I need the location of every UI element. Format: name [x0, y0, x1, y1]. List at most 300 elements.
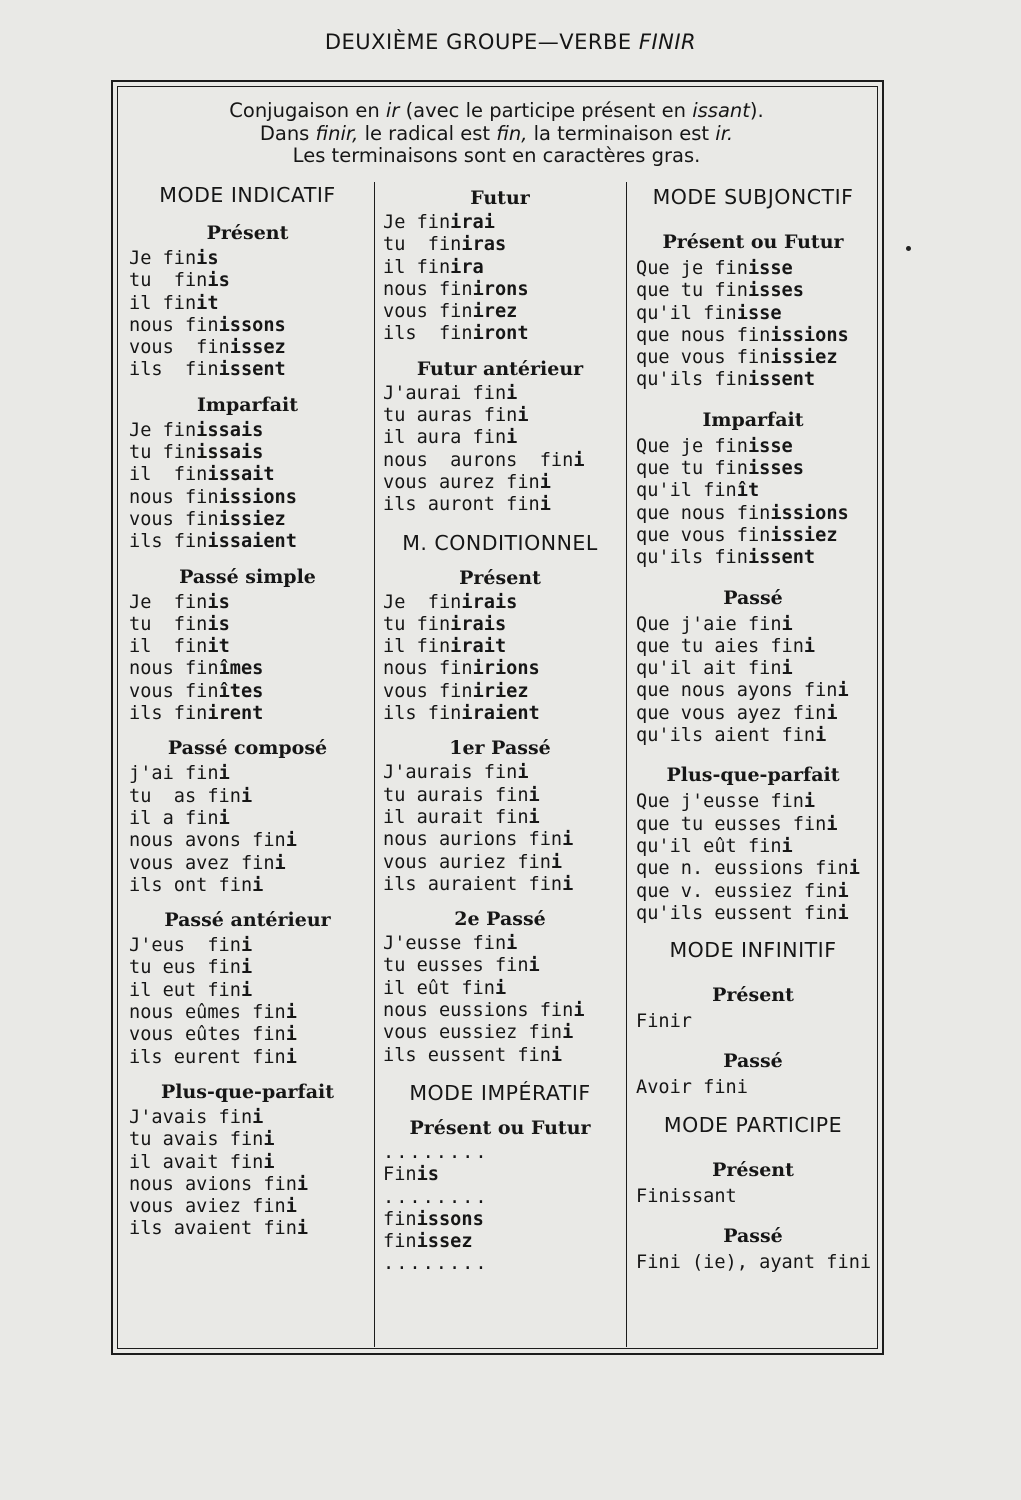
- conjugation-ending: irai: [450, 212, 495, 233]
- column-subjonctif-infinitif-participe: [632, 180, 874, 1282]
- header-title: DEUXIÈME GROUPE—VERBE: [324, 30, 632, 54]
- conjugation-line: [129, 359, 370, 381]
- conjugation-stem: que n. eussions fin: [636, 858, 849, 880]
- conjugation-line: [636, 325, 874, 347]
- conjugation-ending: i: [848, 858, 860, 880]
- conjugation-line: [383, 852, 621, 874]
- conjugation-line: [383, 1045, 621, 1067]
- conjugation-stem: ils fin: [129, 359, 219, 381]
- conjugation-line: [636, 636, 874, 658]
- conjugation-stem: il aurait fin: [383, 806, 529, 828]
- conjugation-line: [636, 280, 874, 302]
- conjugation-ending: irons: [472, 278, 529, 300]
- conjugation-stem: ils eussent fin: [383, 1044, 551, 1066]
- conjugation-stem: nous avons fin: [129, 830, 286, 852]
- conjugation-ending: issiez: [770, 347, 838, 369]
- conjugation-ending: issions: [218, 486, 297, 508]
- conjugation-line: [129, 293, 370, 315]
- conjugation-stem: qu'il eût fin: [636, 835, 782, 857]
- conjugation-line: [129, 786, 370, 808]
- conjugation-lines: [632, 1186, 874, 1208]
- conjugation-line: [636, 814, 874, 836]
- conjugation-ending: i: [296, 1173, 309, 1195]
- conjugation-ending: i: [562, 1022, 574, 1044]
- conjugation-ending: i: [528, 784, 540, 806]
- conjugation-ending: i: [240, 979, 253, 1001]
- conjugation-stem: vous fin: [383, 680, 473, 702]
- conjugation-ending: irait: [450, 636, 507, 658]
- tense-title: Passé: [723, 1225, 783, 1248]
- conjugation-stem: qu'ils aient fin: [636, 725, 816, 747]
- conjugation-stem: Je fin: [129, 419, 197, 441]
- conjugation-line: [383, 785, 621, 807]
- conjugation-line: [129, 703, 370, 725]
- conjugation-line: [636, 614, 874, 636]
- conjugation-line: [383, 636, 621, 658]
- conjugation-ending: i: [285, 1196, 297, 1218]
- conjugation-ending: i: [573, 1000, 585, 1022]
- conjugation-line: [129, 337, 370, 359]
- conjugation-line: [129, 681, 370, 703]
- conjugation-ending: i: [240, 785, 253, 807]
- conjugation-line: [129, 1002, 370, 1024]
- conjugation-stem: tu as fin: [129, 785, 241, 807]
- conjugation-stem: vous avez fin: [129, 852, 275, 874]
- conjugation-stem: nous aurons fin: [383, 449, 574, 471]
- conjugation-ending: i: [252, 874, 264, 896]
- conjugation-lines: [125, 248, 370, 382]
- conjugation-line: [636, 303, 874, 325]
- conjugation-lines: [632, 258, 874, 392]
- conjugation-line: [636, 858, 874, 880]
- conjugation-stem: ils avaient fin: [129, 1218, 297, 1240]
- tense-block-1er-pass: [379, 734, 621, 896]
- conjugation-stem: ........: [383, 1141, 489, 1163]
- conjugation-ending: i: [296, 1218, 309, 1240]
- conjugation-line: [129, 1129, 370, 1151]
- tense-block-pass-simple: [125, 562, 370, 726]
- conjugation-stem: ils fin: [383, 323, 473, 345]
- conjugation-ending: isses: [747, 458, 804, 480]
- conjugation-line: [383, 405, 621, 427]
- tense-block-imparfait: [125, 390, 370, 554]
- conjugation-ending: i: [218, 807, 230, 829]
- column-futur-conditionnel-imperatif: [379, 180, 621, 1285]
- conjugation-line: [129, 935, 370, 957]
- conjugation-line: [129, 509, 370, 531]
- conjugation-stem: tu fin: [383, 613, 451, 635]
- conjugation-ending: is: [207, 613, 230, 635]
- tense-block-2e-pass: [379, 905, 621, 1067]
- conjugation-stem: que vous fin: [636, 524, 771, 546]
- conjugation-ending: it: [207, 636, 230, 658]
- conjugation-line: [383, 1209, 621, 1231]
- conjugation-ending: i: [528, 806, 540, 828]
- conjugation-stem: nous eûmes fin: [129, 1002, 286, 1024]
- conjugation-line: [383, 279, 621, 301]
- conjugation-stem: il eût fin: [383, 977, 495, 999]
- conjugation-ending: issiez: [218, 508, 286, 530]
- tense-block-futur: [379, 184, 621, 346]
- conjugation-stem: qu'il ait fin: [636, 658, 782, 680]
- conjugation-stem: Finissant: [636, 1185, 737, 1207]
- conjugation-ending: i: [506, 933, 518, 955]
- tense-block-pass: [632, 582, 874, 748]
- conjugation-stem: Je fin: [129, 248, 197, 269]
- conjugation-lines: [632, 1077, 874, 1099]
- conjugation-stem: vous aurez fin: [383, 471, 540, 493]
- conjugation-line: [129, 1047, 370, 1069]
- conjugation-stem: ........: [383, 1253, 489, 1275]
- conjugation-stem: tu fin: [129, 442, 197, 464]
- conjugation-ending: issait: [207, 464, 275, 486]
- conjugation-stem: que tu eusses fin: [636, 813, 827, 835]
- mode-block: [632, 933, 874, 967]
- tense-title: Plus-que-parfait: [666, 764, 840, 787]
- conjugation-stem: il eut fin: [129, 979, 241, 1001]
- conjugation-line: [129, 1218, 370, 1240]
- conjugation-ending: i: [274, 852, 286, 874]
- conjugation-line: [383, 212, 621, 234]
- conjugation-line: [636, 258, 874, 280]
- conjugation-stem: J'avais fin: [129, 1106, 253, 1128]
- conjugation-ending: issons: [416, 1208, 484, 1230]
- conjugation-line: [129, 1107, 370, 1129]
- conjugation-stem: qu'ils fin: [636, 369, 748, 391]
- conjugation-ending: i: [803, 635, 816, 657]
- conjugation-ending: isse: [747, 435, 793, 457]
- conjugation-stem: ils fin: [129, 531, 208, 553]
- conjugation-line: [383, 1231, 621, 1253]
- conjugation-ending: i: [252, 1106, 264, 1128]
- conjugation-stem: il fin: [129, 292, 197, 314]
- conjugation-stem: nous fin: [383, 278, 473, 300]
- conjugation-line: [383, 592, 621, 614]
- conjugation-ending: i: [826, 813, 838, 835]
- conjugation-ending: i: [573, 449, 585, 471]
- conjugation-line: [129, 614, 370, 636]
- conjugation-stem: vous fin: [129, 337, 230, 359]
- conjugation-lines: [632, 436, 874, 570]
- conjugation-ending: isse: [736, 302, 782, 324]
- conjugation-ending: ira: [450, 256, 484, 278]
- conjugation-stem: Fini (ie), ayant fini: [636, 1252, 872, 1274]
- conjugation-stem: il fin: [383, 256, 451, 278]
- conjugation-ending: is: [207, 591, 230, 613]
- conjugation-ending: i: [285, 1046, 297, 1068]
- conjugation-line: [383, 234, 621, 256]
- conjugation-line: [129, 957, 370, 979]
- tense-block-pass: [632, 1220, 874, 1274]
- conjugation-lines: [125, 935, 370, 1069]
- conjugation-stem: que vous ayez fin: [636, 702, 827, 724]
- conjugation-line: [383, 978, 621, 1000]
- conjugation-lines: [379, 1142, 621, 1276]
- conjugation-line: [636, 725, 874, 747]
- conjugation-ending: is: [416, 1164, 439, 1186]
- conjugation-stem: Que j'aie fin: [636, 613, 782, 635]
- conjugation-lines: [125, 763, 370, 897]
- conjugation-stem: que nous fin: [636, 324, 771, 346]
- conjugation-line: [636, 525, 874, 547]
- tense-title: Présent: [712, 1158, 794, 1181]
- conjugation-stem: ils ont fin: [129, 874, 253, 896]
- conjugation-ending: i: [781, 835, 793, 857]
- conjugation-lines: [125, 1107, 370, 1241]
- conjugation-stem: ils auraient fin: [383, 873, 563, 895]
- conjugation-line: [383, 301, 621, 323]
- conjugation-line: [129, 875, 370, 897]
- tense-title: Futur antérieur: [416, 357, 584, 380]
- conjugation-ending: issent: [218, 359, 286, 381]
- conjugation-line: [129, 248, 370, 270]
- mode-block: [632, 180, 874, 214]
- conjugation-ending: i: [837, 680, 849, 702]
- conjugation-lines: [379, 592, 621, 726]
- conjugation-ending: i: [494, 977, 507, 999]
- conjugation-ending: i: [550, 851, 563, 873]
- conjugation-ending: it: [196, 292, 219, 314]
- tense-title: 2e Passé: [454, 908, 546, 931]
- conjugation-ending: i: [803, 791, 816, 813]
- conjugation-ending: issions: [770, 324, 849, 346]
- conjugation-ending: i: [218, 763, 230, 785]
- conjugation-line: [383, 472, 621, 494]
- conjugation-line: [636, 703, 874, 725]
- conjugation-stem: nous avions fin: [129, 1173, 297, 1195]
- conjugation-ending: îmes: [218, 658, 264, 680]
- conjugation-ending: iriez: [472, 680, 529, 702]
- conjugation-line: [636, 503, 874, 525]
- conjugation-stem: J'aurais fin: [383, 762, 518, 784]
- conjugation-stem: il a fin: [129, 807, 219, 829]
- conjugation-ending: i: [517, 405, 529, 427]
- conjugation-line: [636, 347, 874, 369]
- conjugation-stem: tu fin: [129, 613, 208, 635]
- tense-block-pr-sent: [632, 1154, 874, 1208]
- conjugation-stem: tu eusses fin: [383, 955, 529, 977]
- conjugation-stem: que nous fin: [636, 502, 771, 524]
- conjugation-ending: i: [539, 494, 551, 516]
- tense-block-futur-ant-rieur: [379, 355, 621, 517]
- conjugation-lines: [379, 383, 621, 517]
- conjugation-stem: tu auras fin: [383, 405, 518, 427]
- intro-text: [117, 100, 876, 168]
- tense-title: Présent: [459, 566, 541, 589]
- conjugation-stem: ils eurent fin: [129, 1046, 286, 1068]
- conjugation-stem: Que je fin: [636, 435, 748, 457]
- conjugation-line: [129, 442, 370, 464]
- tense-block-pass-compos: [125, 733, 370, 897]
- conjugation-ending: i: [815, 725, 827, 747]
- conjugation-line: [383, 1164, 621, 1186]
- page-header: [0, 30, 1021, 54]
- conjugation-ending: irais: [461, 591, 518, 613]
- conjugation-ending: ît: [736, 480, 760, 502]
- conjugation-line: [636, 547, 874, 569]
- conjugation-ending: i: [528, 955, 540, 977]
- conjugation-lines: [632, 614, 874, 748]
- conjugation-stem: ils fin: [129, 703, 208, 725]
- conjugation-ending: iront: [472, 323, 529, 345]
- conjugation-stem: J'eusse fin: [383, 933, 507, 955]
- conjugation-stem: que v. eussiez fin: [636, 880, 838, 902]
- conjugation-stem: Avoir fini: [636, 1077, 748, 1099]
- header-verb: FINIR: [638, 30, 697, 54]
- conjugation-line: [129, 1196, 370, 1218]
- conjugation-line: [636, 881, 874, 903]
- conjugation-ending: iraient: [461, 703, 540, 725]
- intro-line-2: Dans finir, le radical est fin, la terminaison est ir.: [259, 121, 734, 145]
- conjugation-line: [383, 494, 621, 516]
- conjugation-stem: que tu fin: [636, 280, 748, 302]
- tense-block-pass: [632, 1045, 874, 1099]
- conjugation-ending: irez: [472, 301, 518, 323]
- column-divider-1: [374, 182, 375, 1347]
- conjugation-line: [129, 658, 370, 680]
- conjugation-lines: [632, 1011, 874, 1033]
- conjugation-stem: Finir: [636, 1011, 692, 1033]
- conjugation-ending: issons: [218, 314, 286, 336]
- conjugation-stem: tu eus fin: [129, 957, 241, 979]
- conjugation-stem: nous fin: [383, 658, 473, 680]
- conjugation-line: [129, 420, 370, 442]
- conjugation-stem: tu fin: [129, 270, 208, 292]
- conjugation-line: [636, 791, 874, 813]
- conjugation-ending: i: [263, 1151, 275, 1173]
- tense-title: Passé: [723, 586, 783, 609]
- conjugation-line: [383, 1187, 621, 1209]
- conjugation-line: [383, 807, 621, 829]
- conjugation-stem: Je fin: [383, 212, 451, 233]
- tense-title: Passé antérieur: [164, 909, 331, 932]
- conjugation-line: [636, 1011, 874, 1033]
- conjugation-line: [383, 933, 621, 955]
- conjugation-ending: i: [837, 902, 849, 924]
- conjugation-ending: irais: [450, 613, 507, 635]
- conjugation-line: [383, 874, 621, 896]
- conjugation-line: [636, 903, 874, 925]
- conjugation-line: [383, 1022, 621, 1044]
- conjugation-line: [129, 1152, 370, 1174]
- conjugation-lines: [125, 592, 370, 726]
- conjugation-ending: i: [826, 702, 838, 724]
- conjugation-line: [383, 450, 621, 472]
- conjugation-lines: [125, 420, 370, 554]
- intro-line-1: Conjugaison en ir (avec le participe présent en issant).: [229, 99, 764, 122]
- conjugation-line: [129, 1174, 370, 1196]
- conjugation-ending: is: [196, 248, 219, 269]
- intro-line-3: Les terminaisons sont en caractères gras.: [292, 144, 701, 167]
- conjugation-line: [636, 680, 874, 702]
- mode-heading-mode-indicatif: MODE INDICATIF: [159, 183, 336, 207]
- tense-title: Passé composé: [167, 737, 328, 760]
- conjugation-stem: Fin: [383, 1164, 417, 1186]
- conjugation-ending: iras: [461, 234, 507, 256]
- conjugation-line: [129, 315, 370, 337]
- mode-heading-mode-subjonctif: MODE SUBJONCTIF: [652, 185, 854, 209]
- conjugation-line: [636, 480, 874, 502]
- conjugation-line: [383, 614, 621, 636]
- conjugation-stem: qu'il fin: [636, 480, 737, 502]
- conjugation-ending: i: [781, 613, 793, 635]
- conjugation-stem: vous fin: [129, 508, 219, 530]
- conjugation-line: [129, 487, 370, 509]
- conjugation-line: [636, 1186, 874, 1208]
- conjugation-ending: issais: [196, 419, 264, 441]
- conjugation-line: [129, 980, 370, 1002]
- conjugation-stem: vous eûtes fin: [129, 1024, 286, 1046]
- conjugation-line: [383, 681, 621, 703]
- tense-title: Présent ou Futur: [662, 231, 844, 253]
- conjugation-stem: vous auriez fin: [383, 851, 551, 873]
- conjugation-stem: qu'il fin: [636, 302, 737, 324]
- conjugation-line: [383, 955, 621, 977]
- mode-heading-m-conditionnel: M. CONDITIONNEL: [402, 530, 598, 555]
- conjugation-stem: il fin: [129, 464, 208, 486]
- conjugation-line: [383, 383, 621, 405]
- conjugation-ending: i: [506, 382, 518, 404]
- mode-heading-mode-participe: MODE PARTICIPE: [663, 1112, 843, 1137]
- conjugation-line: [129, 592, 370, 614]
- conjugation-ending: i: [285, 1024, 297, 1046]
- mode-heading-mode-imp-ratif: MODE IMPÉRATIF: [409, 1080, 591, 1105]
- conjugation-line: [636, 836, 874, 858]
- conjugation-ending: i: [539, 471, 551, 493]
- conjugation-ending: issions: [770, 502, 849, 524]
- conjugation-line: [129, 270, 370, 292]
- conjugation-ending: issent: [747, 547, 816, 569]
- tense-block-plus-que-parfait: [632, 759, 874, 925]
- conjugation-ending: irions: [472, 658, 540, 680]
- conjugation-stem: tu fin: [383, 234, 462, 256]
- conjugation-ending: i: [837, 880, 849, 902]
- conjugation-line: [383, 257, 621, 279]
- tense-block-pr-sent: [632, 979, 874, 1033]
- conjugation-line: [636, 658, 874, 680]
- tense-block-pr-sent-ou-futur: [379, 1114, 621, 1276]
- conjugation-stem: que tu fin: [636, 458, 748, 480]
- conjugation-stem: fin: [383, 1231, 417, 1253]
- conjugation-line: [383, 658, 621, 680]
- tense-block-pr-sent: [379, 564, 621, 726]
- tense-block-pr-sent: [125, 218, 370, 382]
- conjugation-ending: i: [285, 830, 297, 852]
- conjugation-ending: issez: [416, 1231, 473, 1253]
- conjugation-stem: nous eussions fin: [383, 1000, 574, 1022]
- conjugation-lines: [379, 762, 621, 896]
- conjugation-stem: Que je fin: [636, 258, 748, 279]
- conjugation-stem: qu'ils fin: [636, 547, 748, 569]
- tense-title: Plus-que-parfait: [160, 1080, 335, 1103]
- tense-title: Passé simple: [179, 565, 316, 588]
- conjugation-stem: il avait fin: [129, 1151, 264, 1173]
- conjugation-stem: que nous ayons fin: [636, 680, 838, 702]
- conjugation-stem: vous aviez fin: [129, 1196, 286, 1218]
- tense-block-plus-que-parfait: [125, 1077, 370, 1241]
- tense-title: Présent: [712, 984, 794, 1007]
- conjugation-line: [383, 427, 621, 449]
- mode-block: [379, 526, 621, 560]
- mode-heading-mode-infinitif: MODE INFINITIF: [669, 938, 837, 963]
- conjugation-ending: i: [285, 1002, 297, 1024]
- tense-block-pr-sent-ou-futur: [632, 226, 874, 392]
- conjugation-line: [129, 763, 370, 785]
- conjugation-stem: nous fin: [129, 486, 219, 508]
- conjugation-lines: [379, 212, 621, 346]
- conjugation-line: [129, 808, 370, 830]
- conjugation-ending: issent: [747, 369, 816, 391]
